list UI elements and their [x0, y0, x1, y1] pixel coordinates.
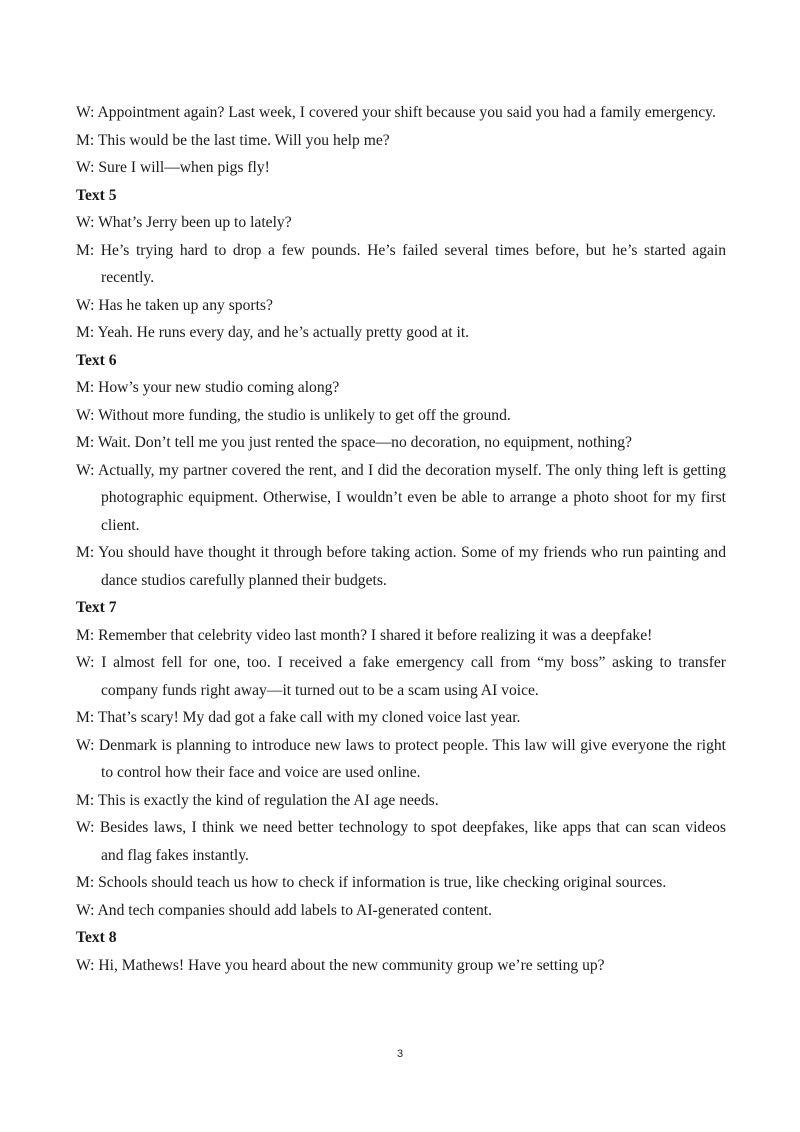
- utterance: M: Remember that celebrity video last month? I shared it before realizing it was a deepfake!: [76, 626, 653, 644]
- utterance: W: Without more funding, the studio is unlikely to get off the ground.: [76, 406, 511, 424]
- section-heading: Text 7: [76, 599, 117, 616]
- utterance: M: How’s your new studio coming along?: [76, 379, 340, 396]
- utterance: W: Hi, Mathews! Have you heard about the new community group we’re setting up?: [76, 956, 605, 974]
- utterance: W: Has he taken up any sports?: [76, 296, 273, 314]
- utterance: W: Actually, my partner covered the rent, and I did the decoration myself. The only thing left is getting photographic equipment. Otherwise, I wouldn’t even be able to arrange a photo shoot for my first client.: [76, 461, 726, 534]
- utterance: M: He’s trying hard to drop a few pounds. He’s failed several times before, but he’s started again recently.: [76, 241, 726, 286]
- utterance: W: I almost fell for one, too. I received a fake emergency call from “my boss” asking to transfer company funds right away—it turned out to be a scam using AI voice.: [76, 654, 726, 699]
- utterance: M: This is exactly the kind of regulation the AI age needs.: [76, 791, 439, 809]
- utterance: M: Wait. Don’t tell me you just rented the space—no decoration, no equipment, nothing?: [76, 434, 632, 451]
- utterance: W: And tech companies should add labels to AI-generated content.: [76, 901, 492, 919]
- transcript-body: [76, 99, 726, 979]
- page-number: 3: [396, 1048, 404, 1060]
- utterance: W: Appointment again? Last week, I covered your shift because you said you had a family emergency.: [76, 104, 716, 121]
- utterance: W: Sure I will—when pigs fly!: [76, 159, 270, 176]
- utterance: W: Besides laws, I think we need better technology to spot deepfakes, like apps that can scan videos and flag fakes instantly.: [76, 819, 726, 864]
- utterance: M: This would be the last time. Will you help me?: [76, 131, 390, 149]
- section-heading: Text 8: [76, 929, 117, 946]
- utterance: W: What’s Jerry been up to lately?: [76, 214, 292, 231]
- utterance: M: That’s scary! My dad got a fake call with my cloned voice last year.: [76, 709, 521, 726]
- section-heading: Text 5: [76, 186, 117, 204]
- section-heading: Text 6: [76, 351, 117, 369]
- utterance: M: You should have thought it through before taking action. Some of my friends who run painting and dance studios carefully planned their budgets.: [76, 544, 726, 589]
- utterance: W: Denmark is planning to introduce new laws to protect people. This law will give everyone the right to control how their face and voice are used online.: [76, 736, 726, 781]
- utterance: M: Schools should teach us how to check if information is true, like checking original sources.: [76, 874, 667, 891]
- utterance: M: Yeah. He runs every day, and he’s actually pretty good at it.: [76, 324, 470, 341]
